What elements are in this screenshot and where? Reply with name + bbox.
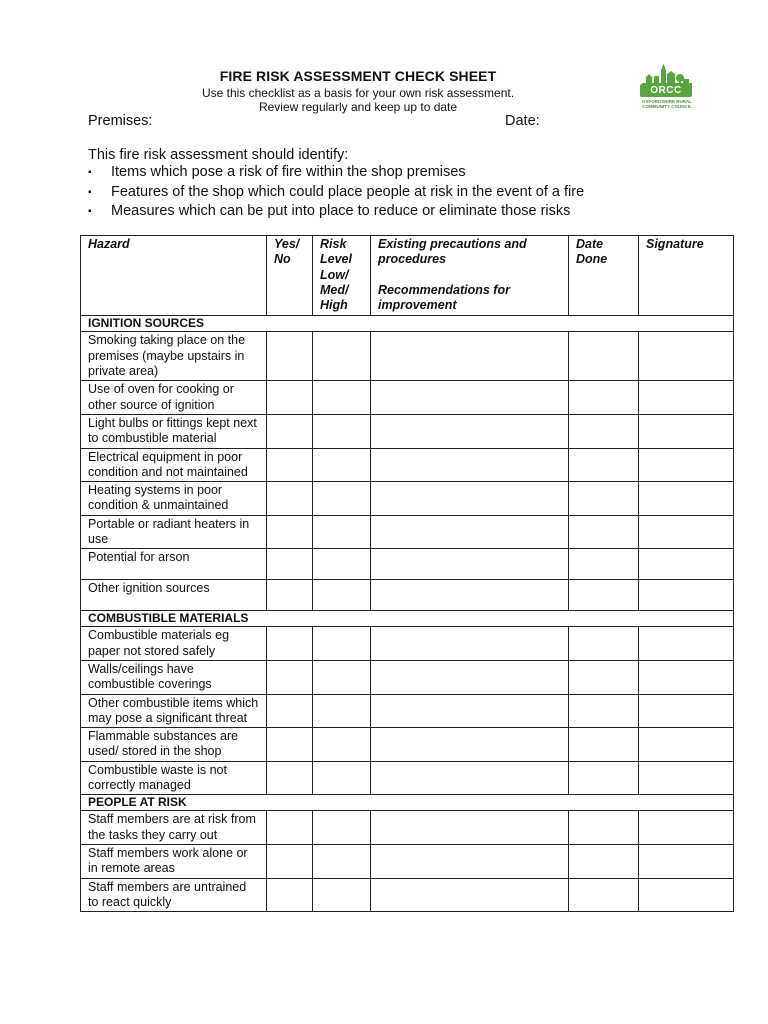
table-row — [81, 448, 734, 482]
hazard-cell: Staff members are untrained to react quickly — [81, 878, 267, 912]
table-row — [81, 627, 734, 661]
header-precautions: Existing precautions and procedures Recommendations for improvement — [371, 236, 569, 316]
yes-no-cell[interactable] — [267, 448, 313, 482]
table-row — [81, 694, 734, 728]
signature-cell[interactable] — [639, 660, 734, 694]
date-done-cell[interactable] — [569, 660, 639, 694]
subtitle-instructions: Use this checklist as a basis for your own risk assessment. — [201, 86, 515, 100]
signature-cell[interactable] — [639, 627, 734, 661]
table-row — [81, 811, 734, 845]
signature-cell[interactable] — [639, 482, 734, 516]
table-row — [81, 728, 734, 762]
list-item — [88, 164, 584, 184]
header-date-done: Date Done — [569, 236, 639, 316]
premises-label: Premises: — [88, 113, 153, 129]
hazard-cell: Use of oven for cooking or other source of ignition — [81, 381, 267, 415]
risk-level-cell[interactable] — [313, 878, 371, 912]
yes-no-cell[interactable] — [267, 414, 313, 448]
date-done-cell[interactable] — [569, 515, 639, 549]
risk-level-cell[interactable] — [313, 627, 371, 661]
section-title: COMBUSTIBLE MATERIALS — [81, 611, 734, 627]
list-item-text: Measures which can be put into place to reduce or eliminate those risks — [111, 203, 571, 219]
yes-no-cell[interactable] — [267, 549, 313, 580]
precautions-cell[interactable] — [371, 660, 569, 694]
section-row — [81, 611, 734, 627]
hazard-cell: Combustible waste is not correctly managed — [81, 761, 267, 795]
signature-cell[interactable] — [639, 728, 734, 762]
table-body — [81, 316, 734, 912]
date-done-cell[interactable] — [569, 811, 639, 845]
risk-level-cell[interactable] — [313, 414, 371, 448]
risk-level-cell[interactable] — [313, 694, 371, 728]
objectives-list — [88, 164, 584, 223]
table-row — [81, 844, 734, 878]
date-done-cell[interactable] — [569, 549, 639, 580]
yes-no-cell[interactable] — [267, 811, 313, 845]
signature-cell[interactable] — [639, 414, 734, 448]
table-row — [81, 332, 734, 381]
date-done-cell[interactable] — [569, 627, 639, 661]
yes-no-cell[interactable] — [267, 694, 313, 728]
yes-no-cell[interactable] — [267, 844, 313, 878]
orcc-logo — [638, 64, 696, 116]
signature-cell[interactable] — [639, 580, 734, 611]
date-done-cell[interactable] — [569, 844, 639, 878]
signature-cell[interactable] — [639, 381, 734, 415]
signature-cell[interactable] — [639, 878, 734, 912]
date-done-cell[interactable] — [569, 728, 639, 762]
precautions-cell[interactable] — [371, 482, 569, 516]
list-item-text: Features of the shop which could place people at risk in the event of a fire — [111, 183, 585, 200]
precautions-cell[interactable] — [371, 728, 569, 762]
page-title: FIRE RISK ASSESSMENT CHECK SHEET — [219, 68, 497, 84]
signature-cell[interactable] — [639, 332, 734, 381]
risk-level-cell[interactable] — [313, 482, 371, 516]
hazard-cell: Other ignition sources — [81, 580, 267, 611]
risk-level-cell[interactable] — [313, 448, 371, 482]
precautions-cell[interactable] — [371, 414, 569, 448]
signature-cell[interactable] — [639, 844, 734, 878]
yes-no-cell[interactable] — [267, 627, 313, 661]
signature-cell[interactable] — [639, 694, 734, 728]
signature-cell[interactable] — [639, 448, 734, 482]
risk-level-cell[interactable] — [313, 580, 371, 611]
yes-no-cell[interactable] — [267, 728, 313, 762]
date-done-cell[interactable] — [569, 332, 639, 381]
date-done-cell[interactable] — [569, 414, 639, 448]
list-item — [88, 203, 584, 223]
header-hazard: Hazard — [81, 236, 267, 316]
table-row — [81, 381, 734, 415]
header-signature: Signature — [639, 236, 734, 316]
signature-cell[interactable] — [639, 515, 734, 549]
hazard-cell: Smoking taking place on the premises (maybe upstairs in private area) — [81, 332, 267, 381]
bullet-square-icon: ▪ — [88, 206, 92, 217]
table-row — [81, 482, 734, 516]
risk-level-cell[interactable] — [313, 381, 371, 415]
list-item — [88, 184, 584, 204]
table-row — [81, 549, 734, 580]
table-row — [81, 660, 734, 694]
hazard-cell: Staff members work alone or in remote areas — [81, 844, 267, 878]
yes-no-cell[interactable] — [267, 580, 313, 611]
risk-level-cell[interactable] — [313, 728, 371, 762]
risk-level-cell[interactable] — [313, 811, 371, 845]
precautions-cell[interactable] — [371, 448, 569, 482]
risk-level-cell[interactable] — [313, 549, 371, 580]
hazard-cell: Walls/ceilings have combustible coverings — [81, 660, 267, 694]
precautions-cell[interactable] — [371, 515, 569, 549]
precautions-cell[interactable] — [371, 811, 569, 845]
header-risk-level: Risk Level Low/ Med/ High — [313, 236, 371, 316]
date-done-cell[interactable] — [569, 482, 639, 516]
yes-no-cell[interactable] — [267, 381, 313, 415]
precautions-cell[interactable] — [371, 332, 569, 381]
date-done-cell[interactable] — [569, 694, 639, 728]
precautions-cell[interactable] — [371, 549, 569, 580]
bullet-square-icon: ▪ — [88, 167, 92, 178]
risk-level-cell[interactable] — [313, 332, 371, 381]
hazard-cell: Light bulbs or fittings kept next to combustible material — [81, 414, 267, 448]
subtitle-review: Review regularly and keep up to date — [258, 100, 458, 114]
date-done-cell[interactable] — [569, 761, 639, 795]
section-row — [81, 795, 734, 811]
hazard-cell: Staff members are at risk from the tasks they carry out — [81, 811, 267, 845]
precautions-cell[interactable] — [371, 694, 569, 728]
hazard-table — [80, 235, 734, 912]
risk-level-cell[interactable] — [313, 844, 371, 878]
hazard-cell: Flammable substances are used/ stored in the shop — [81, 728, 267, 762]
signature-cell[interactable] — [639, 761, 734, 795]
hazard-cell: Combustible materials eg paper not stored safely — [81, 627, 267, 661]
precautions-cell[interactable] — [371, 580, 569, 611]
precautions-cell[interactable] — [371, 381, 569, 415]
signature-cell[interactable] — [639, 549, 734, 580]
date-done-cell[interactable] — [569, 580, 639, 611]
yes-no-cell[interactable] — [267, 660, 313, 694]
precautions-cell[interactable] — [371, 627, 569, 661]
table-header-row — [81, 236, 734, 316]
risk-level-cell[interactable] — [313, 660, 371, 694]
yes-no-cell[interactable] — [267, 761, 313, 795]
header-yes-no: Yes/ No — [267, 236, 313, 316]
date-label: Date: — [505, 113, 540, 129]
hazard-cell: Other combustible items which may pose a significant threat — [81, 694, 267, 728]
logo-subtext: OXFORDSHIRE RURAL COMMUNITY COUNCIL — [641, 99, 692, 109]
hazard-cell: Electrical equipment in poor condition and not maintained — [81, 448, 267, 482]
list-item-text: Items which pose a risk of fire within the shop premises — [111, 164, 466, 180]
village-skyline-icon — [638, 64, 696, 86]
table-row — [81, 515, 734, 549]
hazard-cell: Heating systems in poor condition & unmaintained — [81, 482, 267, 516]
intro-text: This fire risk assessment should identify: — [88, 147, 349, 163]
yes-no-cell[interactable] — [267, 482, 313, 516]
risk-level-cell[interactable] — [313, 761, 371, 795]
section-title: IGNITION SOURCES — [81, 316, 734, 332]
precautions-cell[interactable] — [371, 761, 569, 795]
yes-no-cell[interactable] — [267, 332, 313, 381]
date-done-cell[interactable] — [569, 448, 639, 482]
precautions-cell[interactable] — [371, 878, 569, 912]
risk-level-cell[interactable] — [313, 515, 371, 549]
hazard-cell: Potential for arson — [81, 549, 267, 580]
yes-no-cell[interactable] — [267, 515, 313, 549]
logo-wordmark: ORCC — [640, 84, 692, 97]
signature-cell[interactable] — [639, 811, 734, 845]
table-row — [81, 761, 734, 795]
bullet-square-icon: ▪ — [88, 186, 92, 198]
yes-no-cell[interactable] — [267, 878, 313, 912]
date-done-cell[interactable] — [569, 878, 639, 912]
table-row — [81, 580, 734, 611]
date-done-cell[interactable] — [569, 381, 639, 415]
table-row — [81, 878, 734, 912]
section-row — [81, 316, 734, 332]
section-title: PEOPLE AT RISK — [81, 795, 734, 811]
table-row — [81, 414, 734, 448]
precautions-cell[interactable] — [371, 844, 569, 878]
hazard-cell: Portable or radiant heaters in use — [81, 515, 267, 549]
